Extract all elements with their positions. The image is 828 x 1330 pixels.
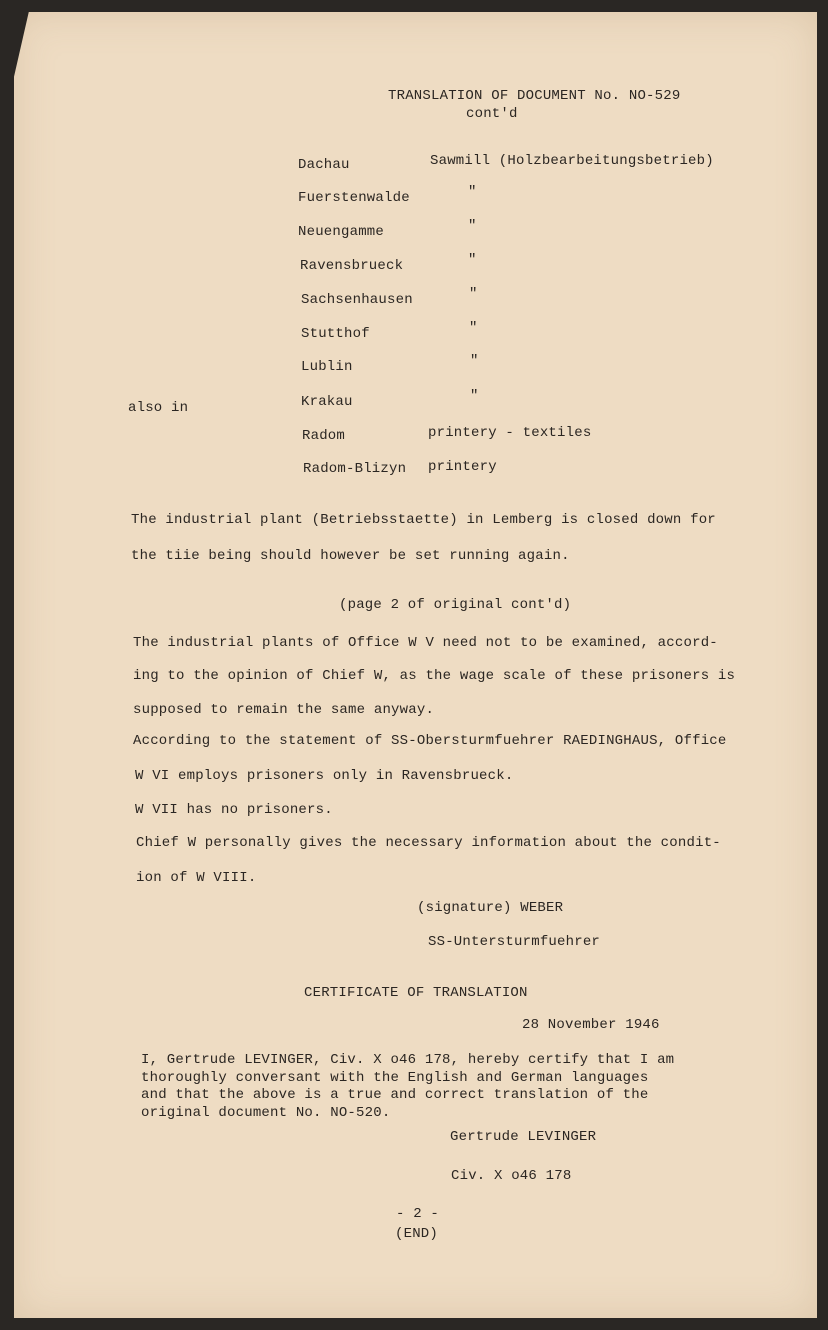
paragraph-line: The industrial plant (Betriebsstaette) in Lemberg is closed down for [131,512,716,528]
camp-row [14,153,814,177]
camp-industry: " [468,184,477,200]
camp-industry: " [470,388,479,404]
camp-name: Stutthof [301,326,370,342]
camp-name: Neuengamme [298,224,385,240]
document-page [14,12,817,1318]
signature-rank: SS-Untersturmfuehrer [428,934,601,950]
certificate-line: I, Gertrude LEVINGER, Civ. X o46 178, hereby certify that I am [141,1052,675,1068]
camp-industry: " [469,286,478,302]
camp-industry: printery [428,459,497,475]
camp-row [14,286,814,312]
camp-name: Sachsenhausen [301,292,413,308]
certificate-signer-id: Civ. X o46 178 [451,1168,572,1184]
camp-row [14,425,814,448]
camp-name: Ravensbrueck [300,258,404,274]
camp-row [14,218,814,244]
document-title: TRANSLATION OF DOCUMENT No. NO-529 [388,88,681,104]
camp-name: Lublin [301,359,353,375]
certificate-line: original document No. NO-520. [141,1105,391,1121]
paragraph-line: supposed to remain the same anyway. [133,702,435,718]
document-subtitle: cont'd [466,106,518,122]
camp-industry: " [468,218,477,234]
torn-corner [13,11,29,81]
camp-industry: Sawmill (Holzbearbeitungsbetrieb) [430,153,714,169]
camp-industry: " [470,353,479,369]
paragraph-line: W VII has no prisoners. [135,802,333,818]
camp-row [14,353,814,379]
camp-industry: " [469,320,478,336]
certificate-line: and that the above is a true and correct translation of the [141,1087,649,1103]
camp-name: Radom [302,428,346,444]
certificate-line: thoroughly conversant with the English and German languages [141,1070,649,1086]
camp-row [14,388,814,416]
certificate-title: CERTIFICATE OF TRANSLATION [304,985,528,1001]
certificate-date: 28 November 1946 [522,1017,660,1033]
camp-row [14,320,814,346]
signature-line: (signature) WEBER [417,900,564,916]
camp-industry: " [468,252,477,268]
camp-name: Dachau [298,157,350,173]
camp-industry: printery - textiles [428,425,592,441]
end-marker: (END) [395,1226,439,1242]
camp-row [14,184,814,210]
camp-row [14,252,814,278]
paragraph-line: According to the statement of SS-Obersturmfuehrer RAEDINGHAUS, Office [133,733,727,749]
camp-row-prefix: also in [128,400,189,416]
page-number: - 2 - [396,1206,440,1222]
certificate-signer: Gertrude LEVINGER [450,1129,597,1145]
paragraph-line: Chief W personally gives the necessary information about the condit- [136,835,721,851]
camp-name: Fuerstenwalde [298,190,410,206]
paragraph-line: The industrial plants of Office W V need not to be examined, accord- [133,635,718,651]
paragraph-line: the tiie being should however be set running again. [131,548,570,564]
paragraph-line: ion of W VIII. [136,870,257,886]
camp-name: Krakau [301,394,353,410]
camp-row [14,461,814,481]
paragraph-line: ing to the opinion of Chief W, as the wage scale of these prisoners is [133,668,736,684]
paragraph-line: W VI employs prisoners only in Ravensbrueck. [135,768,514,784]
camp-name: Radom-Blizyn [303,461,407,477]
page-note: (page 2 of original cont'd) [339,597,572,613]
